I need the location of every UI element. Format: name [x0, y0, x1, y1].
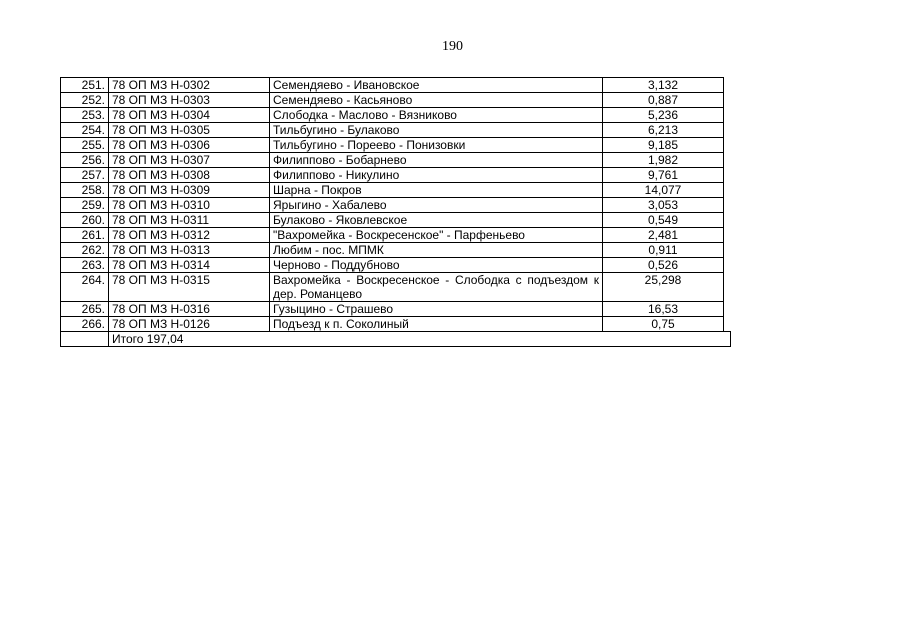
- road-length: 3,132: [603, 78, 724, 93]
- road-name: Ярыгино - Хабалево: [270, 198, 603, 213]
- table-row: [61, 258, 731, 273]
- row-number: 253.: [61, 108, 109, 123]
- road-name: Семендяево - Ивановское: [270, 78, 603, 93]
- row-spacer: [724, 108, 731, 123]
- road-length: 0,526: [603, 258, 724, 273]
- road-length: 0,549: [603, 213, 724, 228]
- row-spacer: [724, 317, 731, 332]
- row-spacer: [724, 138, 731, 153]
- road-name: Шарна - Покров: [270, 183, 603, 198]
- road-length: 0,887: [603, 93, 724, 108]
- road-name: Филиппово - Никулино: [270, 168, 603, 183]
- page-number: 190: [442, 39, 463, 54]
- row-number: 265.: [61, 302, 109, 317]
- road-length: 9,761: [603, 168, 724, 183]
- road-length: 25,298: [603, 273, 724, 302]
- row-spacer: [724, 123, 731, 138]
- row-spacer: [724, 183, 731, 198]
- table-row: [61, 168, 731, 183]
- row-number: 256.: [61, 153, 109, 168]
- road-code: 78 ОП МЗ Н-0303: [109, 93, 270, 108]
- table-row: [61, 243, 731, 258]
- row-spacer: [724, 93, 731, 108]
- table-row: [61, 138, 731, 153]
- row-number: 259.: [61, 198, 109, 213]
- table-row: [61, 93, 731, 108]
- roads-table-body: [61, 78, 731, 347]
- row-number: 252.: [61, 93, 109, 108]
- table-row: [61, 153, 731, 168]
- road-length: 0,911: [603, 243, 724, 258]
- road-code: 78 ОП МЗ Н-0312: [109, 228, 270, 243]
- row-number: 257.: [61, 168, 109, 183]
- road-length: 6,213: [603, 123, 724, 138]
- total-value: Итого 197,04: [109, 332, 731, 347]
- row-spacer: [724, 198, 731, 213]
- road-code: 78 ОП МЗ Н-0314: [109, 258, 270, 273]
- row-number: 262.: [61, 243, 109, 258]
- table-row: [61, 198, 731, 213]
- row-number: 258.: [61, 183, 109, 198]
- table-row: [61, 123, 731, 138]
- roads-table: [60, 77, 731, 347]
- road-length: 1,982: [603, 153, 724, 168]
- road-code: 78 ОП МЗ Н-0313: [109, 243, 270, 258]
- road-code: 78 ОП МЗ Н-0307: [109, 153, 270, 168]
- total-blank-cell: [61, 332, 109, 347]
- road-code: 78 ОП МЗ Н-0311: [109, 213, 270, 228]
- road-name: Черново - Поддубново: [270, 258, 603, 273]
- road-name: Тильбугино - Булаково: [270, 123, 603, 138]
- row-spacer: [724, 168, 731, 183]
- row-spacer: [724, 302, 731, 317]
- row-spacer: [724, 258, 731, 273]
- road-name: Семендяево - Касьяново: [270, 93, 603, 108]
- road-code: 78 ОП МЗ Н-0315: [109, 273, 270, 302]
- road-length: 0,75: [603, 317, 724, 332]
- road-code: 78 ОП МЗ Н-0306: [109, 138, 270, 153]
- row-number: 261.: [61, 228, 109, 243]
- table-row: [61, 213, 731, 228]
- row-number: 260.: [61, 213, 109, 228]
- road-name: Филиппово - Бобарнево: [270, 153, 603, 168]
- table-row: [61, 317, 731, 332]
- road-name: Вахромейка - Воскресенское - Слободка с подъездом к дер. Романцево: [270, 273, 603, 302]
- road-name: "Вахромейка - Воскресенское" - Парфеньево: [270, 228, 603, 243]
- row-spacer: [724, 153, 731, 168]
- table-row: [61, 302, 731, 317]
- row-number: 251.: [61, 78, 109, 93]
- road-code: 78 ОП МЗ Н-0309: [109, 183, 270, 198]
- road-length: 5,236: [603, 108, 724, 123]
- row-spacer: [724, 228, 731, 243]
- row-number: 255.: [61, 138, 109, 153]
- table-row: [61, 228, 731, 243]
- road-code: 78 ОП МЗ Н-0308: [109, 168, 270, 183]
- row-number: 263.: [61, 258, 109, 273]
- road-code: 78 ОП МЗ Н-0316: [109, 302, 270, 317]
- row-spacer: [724, 243, 731, 258]
- road-code: 78 ОП МЗ Н-0310: [109, 198, 270, 213]
- road-name: Подъезд к п. Соколиный: [270, 317, 603, 332]
- road-name: Любим - пос. МПМК: [270, 243, 603, 258]
- road-length: 14,077: [603, 183, 724, 198]
- row-number: 254.: [61, 123, 109, 138]
- road-length: 16,53: [603, 302, 724, 317]
- road-code: 78 ОП МЗ Н-0305: [109, 123, 270, 138]
- row-number: 264.: [61, 273, 109, 302]
- total-row: [61, 332, 731, 347]
- road-name: Булаково - Яковлевское: [270, 213, 603, 228]
- road-name: Слободка - Маслово - Вязниково: [270, 108, 603, 123]
- road-length: 2,481: [603, 228, 724, 243]
- row-number: 266.: [61, 317, 109, 332]
- table-row: [61, 273, 731, 302]
- road-name: Тильбугино - Пореево - Понизовки: [270, 138, 603, 153]
- road-code: 78 ОП МЗ Н-0304: [109, 108, 270, 123]
- row-spacer: [724, 273, 731, 302]
- road-name: Гузыцино - Страшево: [270, 302, 603, 317]
- road-code: 78 ОП МЗ Н-0126: [109, 317, 270, 332]
- road-length: 3,053: [603, 198, 724, 213]
- table-row: [61, 108, 731, 123]
- table-row: [61, 78, 731, 93]
- road-code: 78 ОП МЗ Н-0302: [109, 78, 270, 93]
- row-spacer: [724, 213, 731, 228]
- table-row: [61, 183, 731, 198]
- row-spacer: [724, 78, 731, 93]
- road-length: 9,185: [603, 138, 724, 153]
